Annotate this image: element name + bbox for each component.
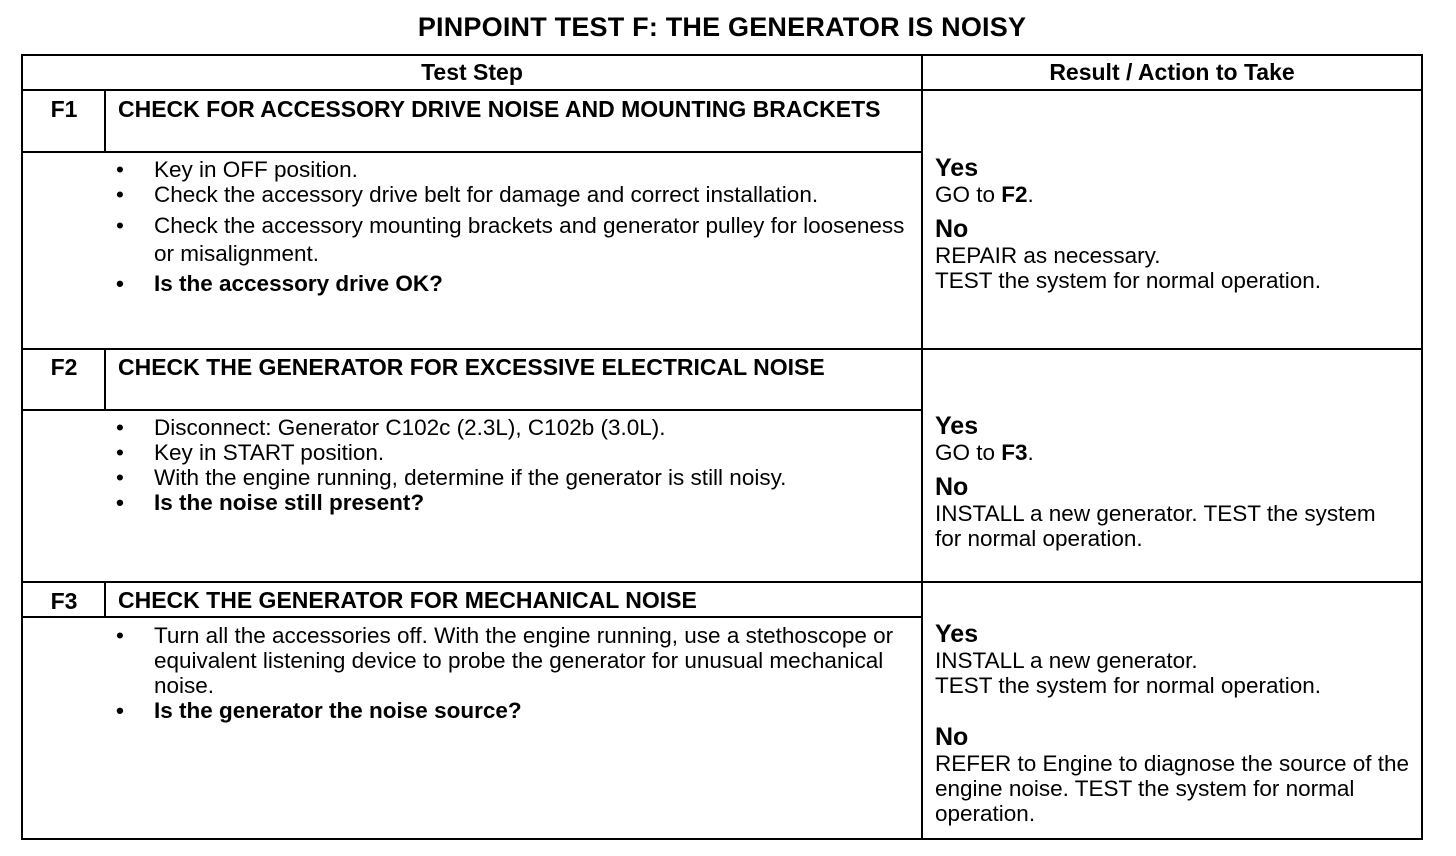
f2-title-underline (21, 409, 923, 411)
f3-title-underline (21, 616, 923, 618)
no-action-line: REFER to Engine to diagnose the source of the engine noise. TEST the system for normal operation. (935, 751, 1410, 826)
list-item: • Is the accessory drive OK? (110, 271, 910, 296)
yes-action-text: GO to (935, 440, 1002, 465)
no-label: No (935, 215, 969, 243)
yes-action-line: TEST the system for normal operation. (935, 673, 1321, 698)
step-id-f3: F3 (50, 588, 78, 614)
no-label: No (935, 473, 969, 501)
yes-action-end: . (1027, 440, 1034, 465)
row-divider-f1-f2 (21, 348, 1423, 350)
result-f3 (935, 621, 1415, 826)
yes-action (935, 440, 1415, 465)
list-item: • With the engine running, determine if the generator is still noisy. (110, 465, 910, 490)
step-f1-instructions (110, 157, 910, 296)
list-item: • Disconnect: Generator C102c (2.3L), C102b (3.0L). (110, 415, 910, 440)
yes-label: Yes (935, 620, 979, 648)
list-item: • Is the generator the noise source? (110, 698, 910, 723)
yes-label: Yes (935, 154, 979, 182)
list-item: • Check the accessory mounting brackets and generator pulley for looseness or misalignment. (110, 212, 910, 268)
step-reference-f2: F2 (1001, 182, 1028, 207)
list-item: • Check the accessory drive belt for damage and correct installation. (110, 182, 910, 207)
yes-label: Yes (935, 412, 979, 440)
list-item: • Turn all the accessories off. With the engine running, use a stethoscope or equivalent listening device to probe the generator for unusual mechanical noise. (110, 623, 914, 698)
result-f2 (935, 413, 1415, 551)
step-id-f1: F1 (50, 96, 78, 122)
step-title-f1: CHECK FOR ACCESSORY DRIVE NOISE AND MOUNTING BRACKETS (118, 96, 881, 122)
no-label: No (935, 723, 969, 751)
step-id-f2: F2 (50, 354, 78, 380)
step-f3-instructions (110, 623, 910, 723)
step-reference-f3: F3 (1001, 440, 1028, 465)
yes-action-line: INSTALL a new generator. (935, 648, 1198, 673)
page-title: PINPOINT TEST F: THE GENERATOR IS NOISY (417, 12, 1027, 42)
column-divider (921, 54, 923, 840)
result-f1 (935, 155, 1415, 293)
list-item: • Is the noise still present? (110, 490, 910, 515)
f1-title-underline (21, 151, 923, 153)
header-divider (21, 89, 1423, 91)
step-title-f2: CHECK THE GENERATOR FOR EXCESSIVE ELECTRICAL NOISE (118, 354, 825, 380)
step-title-f3: CHECK THE GENERATOR FOR MECHANICAL NOISE (118, 587, 697, 613)
no-action-line: INSTALL a new generator. TEST the system for normal operation. (935, 501, 1376, 551)
column-header-test-step: Test Step (421, 59, 523, 85)
yes-action-text: GO to (935, 182, 1002, 207)
list-item: • Key in OFF position. (110, 157, 910, 182)
list-item: • Key in START position. (110, 440, 910, 465)
row-divider-f2-f3 (21, 581, 1423, 583)
yes-action (935, 182, 1415, 207)
step-f2-instructions (110, 415, 910, 515)
column-header-result: Result / Action to Take (1049, 59, 1295, 85)
yes-action-end: . (1027, 182, 1034, 207)
no-action-line: REPAIR as necessary. (935, 243, 1161, 268)
no-action-line: TEST the system for normal operation. (935, 268, 1321, 293)
